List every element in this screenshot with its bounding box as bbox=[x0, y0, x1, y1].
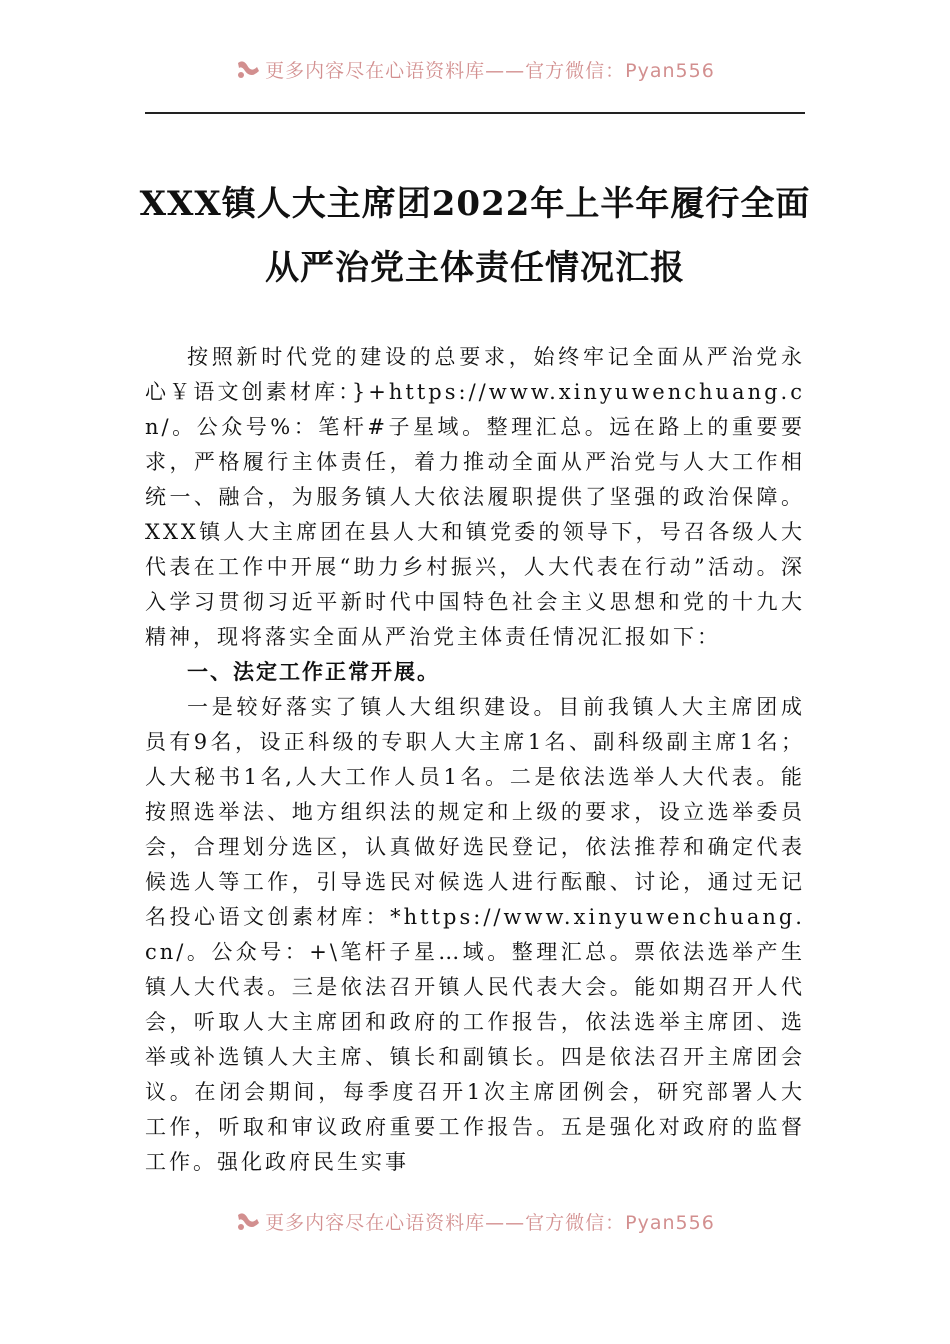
paragraph-intro: 按照新时代党的建设的总要求，始终牢记全面从严治党永心￥语文创素材库：}+https://www.xinyuwenchuang.cn/。公众号%：笔杆#子星域。整理汇总。远在路上的重要要求，严格履行主体责任，着力推动全面从严治党与人大工作相统一、融合，为服务镇人大依法履职提供了坚强的政治保障。XXX镇人大主席团在县人大和镇党委的领导下，号召各级人大代表在工作中开展“助力乡村振兴，人大代表在行动”活动。深入学习贯彻习近平新时代中国特色社会主义思想和党的十九大精神，现将落实全面从严治党主体责任情况汇报如下： bbox=[145, 345, 805, 649]
header-rule bbox=[145, 112, 805, 114]
watermark-top bbox=[0, 56, 950, 86]
watermark-logo-icon bbox=[235, 1211, 261, 1238]
watermark-bottom-text: 更多内容尽在心语资料库——官方微信：Pyan556 bbox=[265, 1212, 715, 1234]
section-heading-1: 一、法定工作正常开展。 bbox=[187, 660, 440, 684]
document-title bbox=[120, 172, 830, 300]
document-body bbox=[145, 340, 805, 1180]
title-line-1: XXX镇人大主席团2022年上半年履行全面 bbox=[139, 184, 811, 224]
watermark-logo-icon bbox=[235, 59, 261, 86]
watermark-bottom bbox=[0, 1208, 950, 1238]
watermark-top-text: 更多内容尽在心语资料库——官方微信：Pyan556 bbox=[265, 60, 715, 82]
paragraph-section-1: 一是较好落实了镇人大组织建设。目前我镇人大主席团成员有9名，设正科级的专职人大主席1名、副科级副主席1名；人大秘书1名,人大工作人员1名。二是依法选举人大代表。能按照选举法、地方组织法的规定和上级的要求，设立选举委员会，合理划分选区，认真做好选民登记，依法推荐和确定代表候选人等工作，引导选民对候选人进行酝酿、讨论，通过无记名投心语文创素材库：*https://www.xinyuwenchuang.cn/。公众号：+\笔杆子星…域。整理汇总。票依法选举产生镇人大代表。三是依法召开镇人民代表大会。能如期召开人代会，听取人大主席团和政府的工作报告，依法选举主席团、选举或补选镇人大主席、镇长和副镇长。四是依法召开主席团会议。在闭会期间，每季度召开1次主席团例会，研究部署人大工作，听取和审议政府重要工作报告。五是强化对政府的监督工作。强化政府民生实事 bbox=[145, 695, 805, 1174]
title-line-2: 从严治党主体责任情况汇报 bbox=[265, 248, 685, 288]
